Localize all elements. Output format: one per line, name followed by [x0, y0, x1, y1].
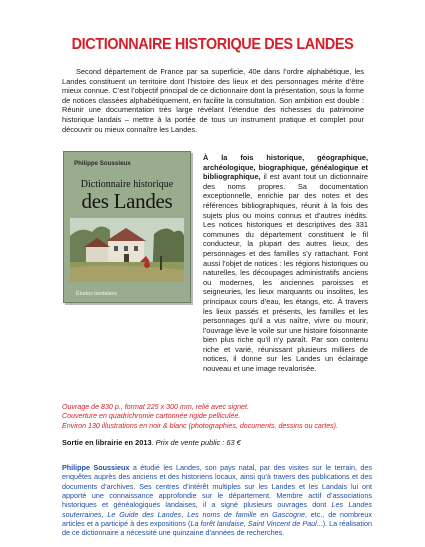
page-title: DICTIONNAIRE HISTORIQUE DES LANDES: [71, 36, 354, 53]
bio-name: Philippe Soussieux: [62, 463, 130, 472]
cover-author: Philippe Soussieux: [74, 160, 131, 167]
spec-line-3: Environ 130 illustrations en noir & blanc (photographies, documents, dessins ou cartes).: [62, 421, 339, 430]
cover-title-line2: des Landes: [81, 189, 173, 213]
bio-text-1: a étudié les Landes, son pays natal, par des visites sur le terrain, des enquêtes auprès des anciens et des historiens locaux, ainsi qu’à travers des publications et des documents d’archives. Ses centres d’intérêt multiples sur les Landes et les Landais lui ont apporté une connaissance approfondie sur le département. Membre actif d’associations historiques et généalogiques landaises, il a signé plusieurs ouvrages dont: [62, 463, 373, 510]
release-price: . Prix de vente public : 63 €: [151, 438, 241, 447]
intro-paragraph: [62, 67, 364, 134]
cover-title-line1: Dictionnaire historique: [80, 179, 174, 190]
bio-text-3: ,: [181, 509, 188, 519]
bio-text-2: ,: [101, 509, 108, 519]
intro-text: Second département de France par sa superficie, 40e dans l’ordre alphabétique, les Landes constituent un territoire dont l’histoire des lieux et des personnages mérite d’être mieux connue. C’est l’objectif principal de ce dictionnaire dont la présentation, sous la forme de notices classées alphabétiquement, en facilite la consultation. Son ambition est double : Réunir une documentation très large révélant l’étendue des richesses du patrimoine historique landais – mettre à la portée de tous un instrument pratique et complet pour découvrir ou mieux connaître les Landes.: [62, 67, 364, 134]
bio-work-2: Le Guide des Landes: [107, 509, 182, 519]
release-info: [62, 438, 372, 447]
spec-line-1: Ouvrage de 830 p., format 225 x 300 mm, relié avec signet.: [62, 403, 249, 411]
bio-work-1: Les Landes souterraines: [62, 500, 372, 519]
spec-line-2: Couverture en quadrichromie cartonnée rigide pelliculée.: [62, 412, 241, 421]
book-cover: [63, 151, 191, 303]
description-body: il est avant tout un dictionnaire des noms propres. Sa documentation exceptionnelle, enrichie par des notes et des références bibliographiques, réunit à la fois des sujets plus ou moins connus et d’autres inédits. Les notices historiques et descriptives des 331 communes du département constituent le fil conducteur, la plupart des autres lieux, des personnages et des familles s’y rattachant. Font aussi l’objet de notices : les régions historiques ou naturelles, les découpages administratifs anciens ou modernes, les anciennes paroisses et seigneuries, les lieux marquants ou insolites, les principaux cours d’eau, les étangs, etc. À travers les lieux passés et présents, les familles et les personnages qu’il a vus naître, vivre ou mourir, l’ouvrage lève le voile sur une histoire foisonnante bien plus riche qu’il n’y paraît. Par son contenu riche et varié, réunissant plusieurs milliers de notices, il donne sur les Landes un éclairage nouveau et une image revalorisée.: [203, 172, 368, 374]
description-paragraph: [203, 153, 368, 374]
bio-text-4: , etc., de nombreux articles et a participé à des expositions (: [62, 509, 372, 529]
bio-work-3: Les noms de famille en Gascogne: [187, 509, 305, 519]
cover-publisher: Études landaises: [76, 291, 118, 297]
author-bio: [62, 463, 372, 538]
cover-illustration: [70, 218, 184, 282]
release-date: Sortie en librairie en 2013: [62, 438, 152, 447]
description-lead: À la fois historique, géographique, archéologique, biographique, généalogique et bibliographique,: [203, 153, 368, 182]
bio-text-5: ). La réalisation de ce dictionnaire a nécessité une quinzaine d’années de recherches.: [62, 519, 373, 538]
specs-block: [62, 403, 372, 431]
bio-work-4: La forêt landaise, Saint Vincent de Paul...: [190, 519, 323, 529]
